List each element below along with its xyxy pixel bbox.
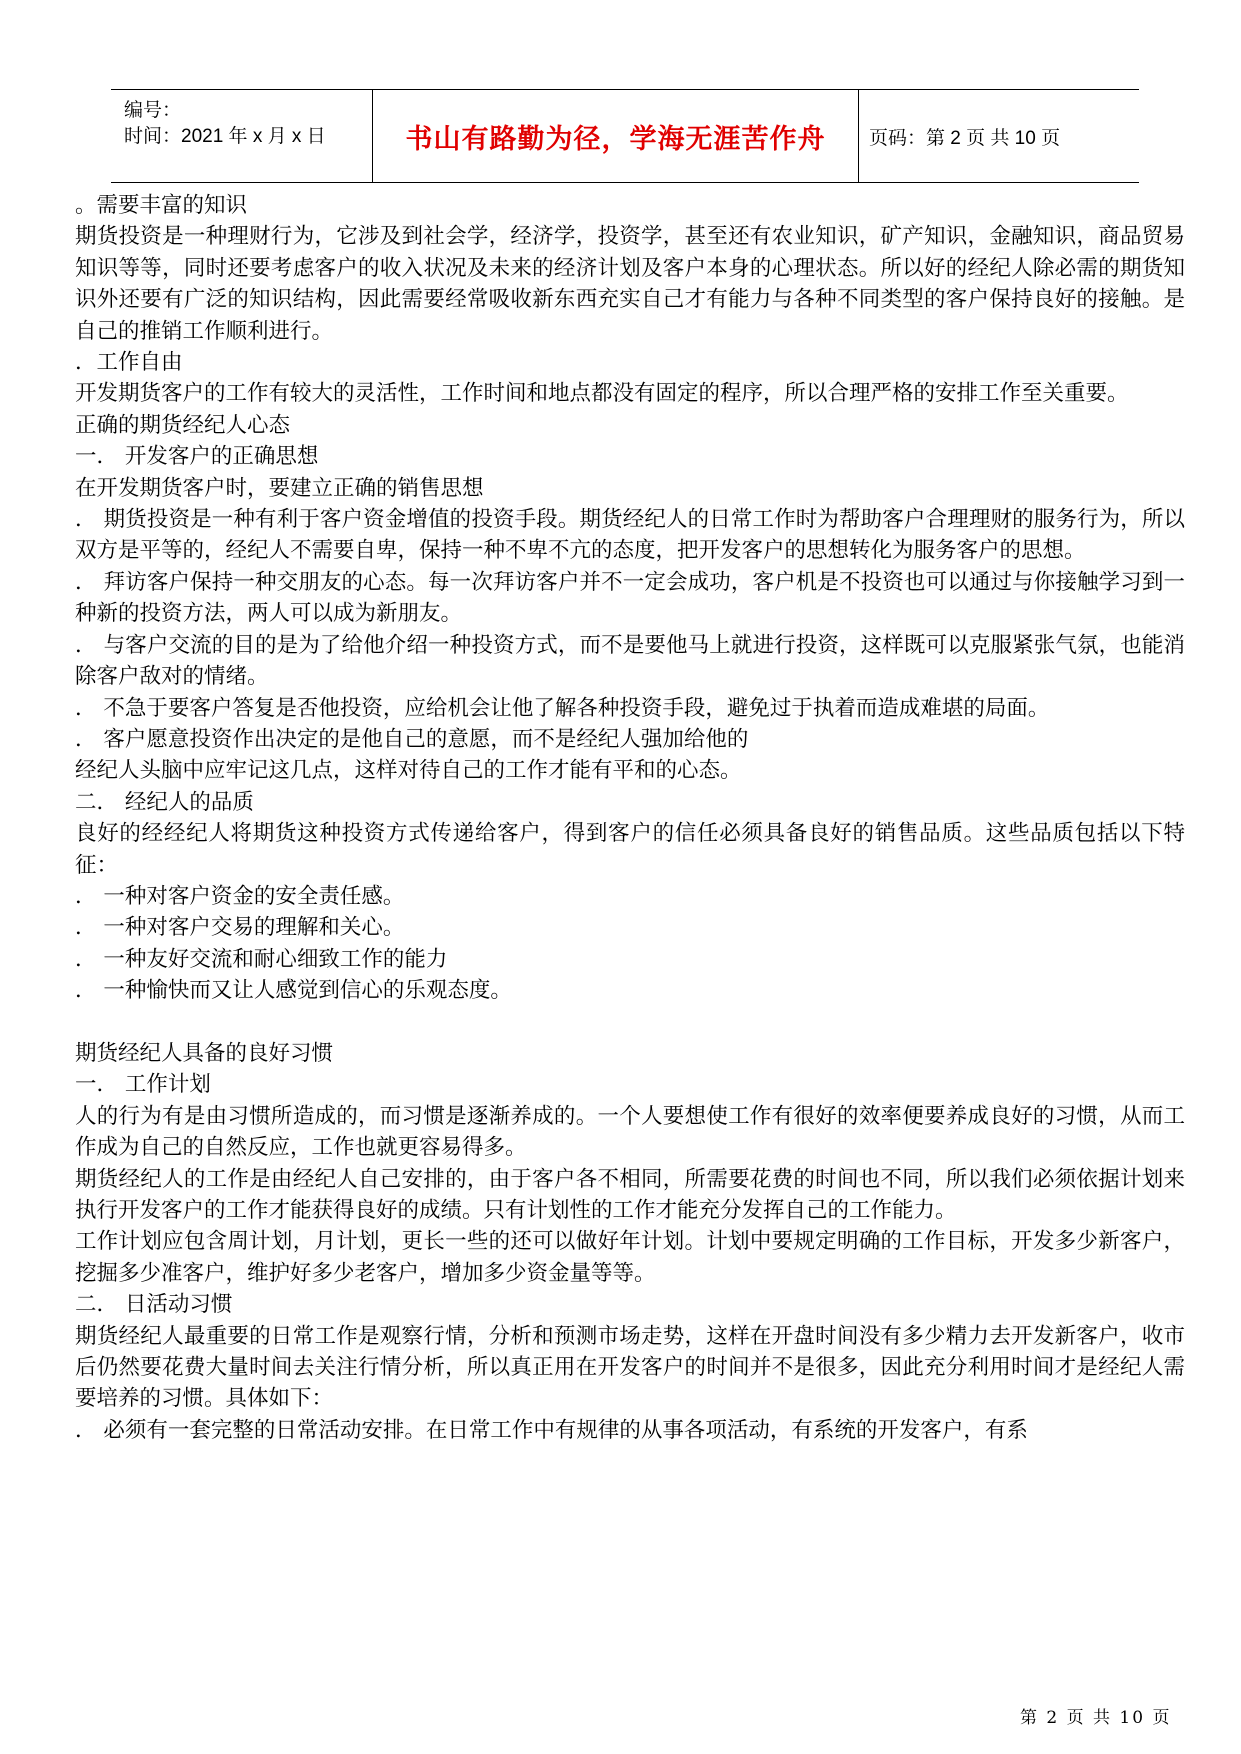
body-paragraph: ． 期货投资是一种有利于客户资金增值的投资手段。期货经纪人的日常工作时为帮助客户合理理财的服务行为，所以双方是平等的，经纪人不需要自卑，保持一种不卑不亢的态度，把开发客户的思想转化为服务客户的思想。 xyxy=(75,507,1185,564)
body-paragraph: 人的行为有是由习惯所造成的，而习惯是逐渐养成的。一个人要想使工作有很好的效率便要养成良好的习惯，从而工作成为自己的自然反应，工作也就更容易得多。 xyxy=(75,1103,1185,1161)
body-paragraph: 期货经纪人的工作是由经纪人自己安排的，由于客户各不相同，所需要花费的时间也不同，所以我们必须依据计划来执行开发客户的工作才能获得良好的成绩。只有计划性的工作才能充分发挥自己的工作能力。 xyxy=(75,1166,1185,1223)
header-right-cell xyxy=(859,90,1139,182)
body-paragraph: 二． 日活动习惯 xyxy=(75,1292,233,1318)
body-paragraph: 期货投资是一种理财行为，它涉及到社会学，经济学，投资学，甚至还有农业知识，矿产知识，金融知识，商品贸易知识等等，同时还要考虑客户的收入状况及未来的经济计划及客户本身的心理状态。所以好的经纪人除必需的期货知识外还要有广泛的知识结构，因此需要经常吸收新东西充实自己才有能力与各种不同类型的客户保持良好的接触。是自己的推销工作顺利进行。 xyxy=(75,224,1185,344)
body-paragraph: 工作计划应包含周计划，月计划，更长一些的还可以做好年计划。计划中要规定明确的工作目标，开发多少新客户，挖掘多少准客户，维护好多少老客户，增加多少资金量等等。 xyxy=(75,1229,1185,1286)
body-paragraph: ． 不急于要客户答复是否他投资，应给机会让他了解各种投资手段，避免过于执着而造成难堪的局面。 xyxy=(75,695,1050,721)
header-motto: 书山有路勤为径，学海无涯苦作舟 xyxy=(405,123,826,155)
body-paragraph: 正确的期货经纪人心态 xyxy=(75,412,291,438)
body-paragraph: ． 拜访客户保持一种交朋友的心态。每一次拜访客户并不一定会成功，客户机是不投资也可以通过与你接触学习到一种新的投资方法，两人可以成为新朋友。 xyxy=(75,569,1185,627)
body-paragraph: 二． 经纪人的品质 xyxy=(75,789,254,815)
body-paragraph: ． 一种对客户资金的安全责任感。 xyxy=(75,883,405,909)
body-paragraph: ．工作自由 xyxy=(75,350,183,376)
header-table xyxy=(111,89,1139,183)
body-paragraph: ． 一种友好交流和耐心细致工作的能力 xyxy=(75,946,448,972)
body-paragraph: 良好的经经纪人将期货这种投资方式传递给客户，得到客户的信任必须具备良好的销售品质。这些品质包括以下特征： xyxy=(75,821,1185,878)
document-number-label: 编号： xyxy=(124,100,182,121)
body-paragraph: ． 一种愉快而又让人感觉到信心的乐观态度。 xyxy=(75,978,512,1004)
body-paragraph xyxy=(75,1007,1185,1038)
header-middle-cell xyxy=(373,90,859,182)
body-paragraph: 经纪人头脑中应牢记这几点，这样对待自己的工作才能有平和的心态。 xyxy=(75,758,742,784)
body-paragraph: 一． 开发客户的正确思想 xyxy=(75,444,319,470)
page-footer: 第 2 页 共 10 页 xyxy=(1020,1708,1172,1728)
body-paragraph: 开发期货客户的工作有较大的灵活性，工作时间和地点都没有固定的程序，所以合理严格的安排工作至关重要。 xyxy=(75,381,1129,407)
body-paragraph: 期货经纪人具备的良好习惯 xyxy=(75,1040,334,1066)
body-paragraph: 在开发期货客户时，要建立正确的销售思想 xyxy=(75,475,484,501)
header-page-info: 页码：第 2 页 共 10 页 xyxy=(869,127,1061,149)
body-paragraph: 一． 工作计划 xyxy=(75,1072,211,1098)
body-paragraph: 期货经纪人最重要的日常工作是观察行情，分析和预测市场走势，这样在开盘时间没有多少精力去开发新客户，收市后仍然要花费大量时间去关注行情分析，所以真正用在开发客户的时间并不是很多，因此充分利用时间才是经纪人需要培养的习惯。具体如下： xyxy=(75,1323,1185,1412)
body-paragraph: ． 与客户交流的目的是为了给他介绍一种投资方式，而不是要他马上就进行投资，这样既可以克服紧张气氛，也能消除客户敌对的情绪。 xyxy=(75,632,1185,690)
document-time-label: 时间：2021 年 x 月 x 日 xyxy=(124,126,326,147)
body-paragraph: ． 一种对客户交易的理解和关心。 xyxy=(75,915,405,941)
body-paragraph: ． 客户愿意投资作出决定的是他自己的意愿，而不是经纪人强加给他的 xyxy=(75,726,749,752)
body-paragraph: 。需要丰富的知识 xyxy=(75,193,248,218)
body-paragraph: ． 必须有一套完整的日常活动安排。在日常工作中有规律的从事各项活动，有系统的开发客户，有系 xyxy=(75,1417,1028,1443)
document-body xyxy=(75,190,1185,1446)
header-left-cell xyxy=(111,90,373,182)
